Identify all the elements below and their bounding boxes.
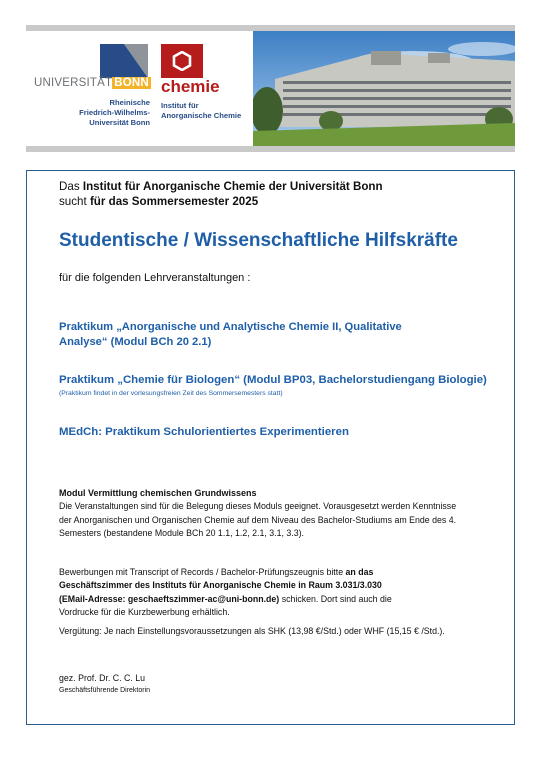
uni-logo-wordmark bbox=[34, 77, 151, 89]
hexagon-icon bbox=[172, 51, 192, 71]
chem-sub-line: Anorganische Chemie bbox=[161, 111, 242, 120]
chemie-logo-subtitle bbox=[161, 101, 241, 121]
semester: für das Sommersemester 2025 bbox=[89, 195, 259, 208]
application-line-4: Vordrucke für die Kurzbewerbung erhältlich. bbox=[59, 607, 230, 617]
page-title: Studentische / Wissenschaftliche Hilfskräfte bbox=[59, 230, 458, 251]
payment-info: Vergütung: Je nach Einstellungsvoraussetzungen als SHK (13,98 €/Std.) oder WHF (15,15 € /Std.). bbox=[59, 626, 445, 636]
signature-name: gez. Prof. Dr. C. C. Lu bbox=[59, 673, 146, 683]
chemie-hexagon-mark bbox=[161, 44, 203, 78]
course-1-line-1: Praktikum „Anorganische und Analytische Chemie II, Qualitative bbox=[59, 321, 402, 333]
courses-lead: für die folgenden Lehrveranstaltungen : bbox=[59, 272, 251, 284]
uni-sub-line: Universität Bonn bbox=[89, 118, 150, 127]
intro-line-2: sucht für das Sommersemester 2025 bbox=[59, 195, 259, 208]
application-line-1: Bewerbungen mit Transcript of Records / Bachelor-Prüfungszeugnis bitte an das bbox=[59, 567, 374, 577]
institute-building-photo bbox=[253, 31, 515, 146]
institute-name: Institut für Anorganische Chemie der Universität Bonn bbox=[82, 180, 383, 193]
uni-logo-subtitle bbox=[38, 98, 150, 128]
uni-logo-mark-left bbox=[100, 44, 124, 78]
module-text-line: Semesters (bestandene Module BCh 20 1.1, 1.2, 2.1, 3.1, 3.3). bbox=[59, 528, 304, 538]
application-line-3: (EMail-Adresse: geschaeftszimmer-ac@uni-bonn.de) schicken. Dort sind auch die bbox=[59, 594, 392, 604]
chem-sub-line: Institut für bbox=[161, 101, 199, 110]
header-bottom-bar bbox=[26, 146, 515, 152]
module-text-line: der Anorganischen und Organischen Chemie auf dem Niveau des Bachelor-Studiums am Ende des 4. bbox=[59, 515, 457, 525]
announcement-frame bbox=[26, 170, 515, 725]
application-line-2: Geschäftszimmer des Instituts für Anorganische Chemie in Raum 3.031/3.030 bbox=[59, 580, 382, 590]
application-email: (EMail-Adresse: geschaeftszimmer-ac@uni-bonn.de) bbox=[59, 594, 280, 604]
course-3: MEdCh: Praktikum Schulorientiertes Experimentieren bbox=[59, 426, 349, 438]
chemie-wordmark: chemie bbox=[161, 77, 220, 96]
uni-sub-line: Friedrich-Wilhelms- bbox=[79, 108, 150, 117]
signature-role: Geschäftsführende Direktorin bbox=[59, 687, 151, 694]
university-bonn-logo bbox=[34, 44, 154, 134]
uni-word-prefix: UNIVERSITÄT bbox=[34, 77, 113, 89]
chemie-institute-logo bbox=[161, 44, 251, 134]
uni-word-bonn: BONN bbox=[114, 77, 149, 89]
module-text-line: Die Veranstaltungen sind für die Belegung dieses Moduls geeignet. Vorausgesetzt werden Kenntnisse bbox=[59, 501, 457, 511]
intro-line-1: Das Institut für Anorganische Chemie der Universität Bonn bbox=[59, 180, 383, 193]
course-2-note: (Praktikum findet in der vorlesungsfreien Zeit des Sommersemesters statt) bbox=[59, 390, 283, 397]
course-2: Praktikum „Chemie für Biologen“ (Modul BP03, Bachelorstudiengang Biologie) bbox=[59, 374, 487, 386]
uni-sub-line: Rheinische bbox=[109, 98, 150, 107]
course-1-line-2: Analyse“ (Modul BCh 20 2.1) bbox=[59, 336, 212, 348]
module-heading: Modul Vermittlung chemischen Grundwissens bbox=[59, 488, 257, 498]
